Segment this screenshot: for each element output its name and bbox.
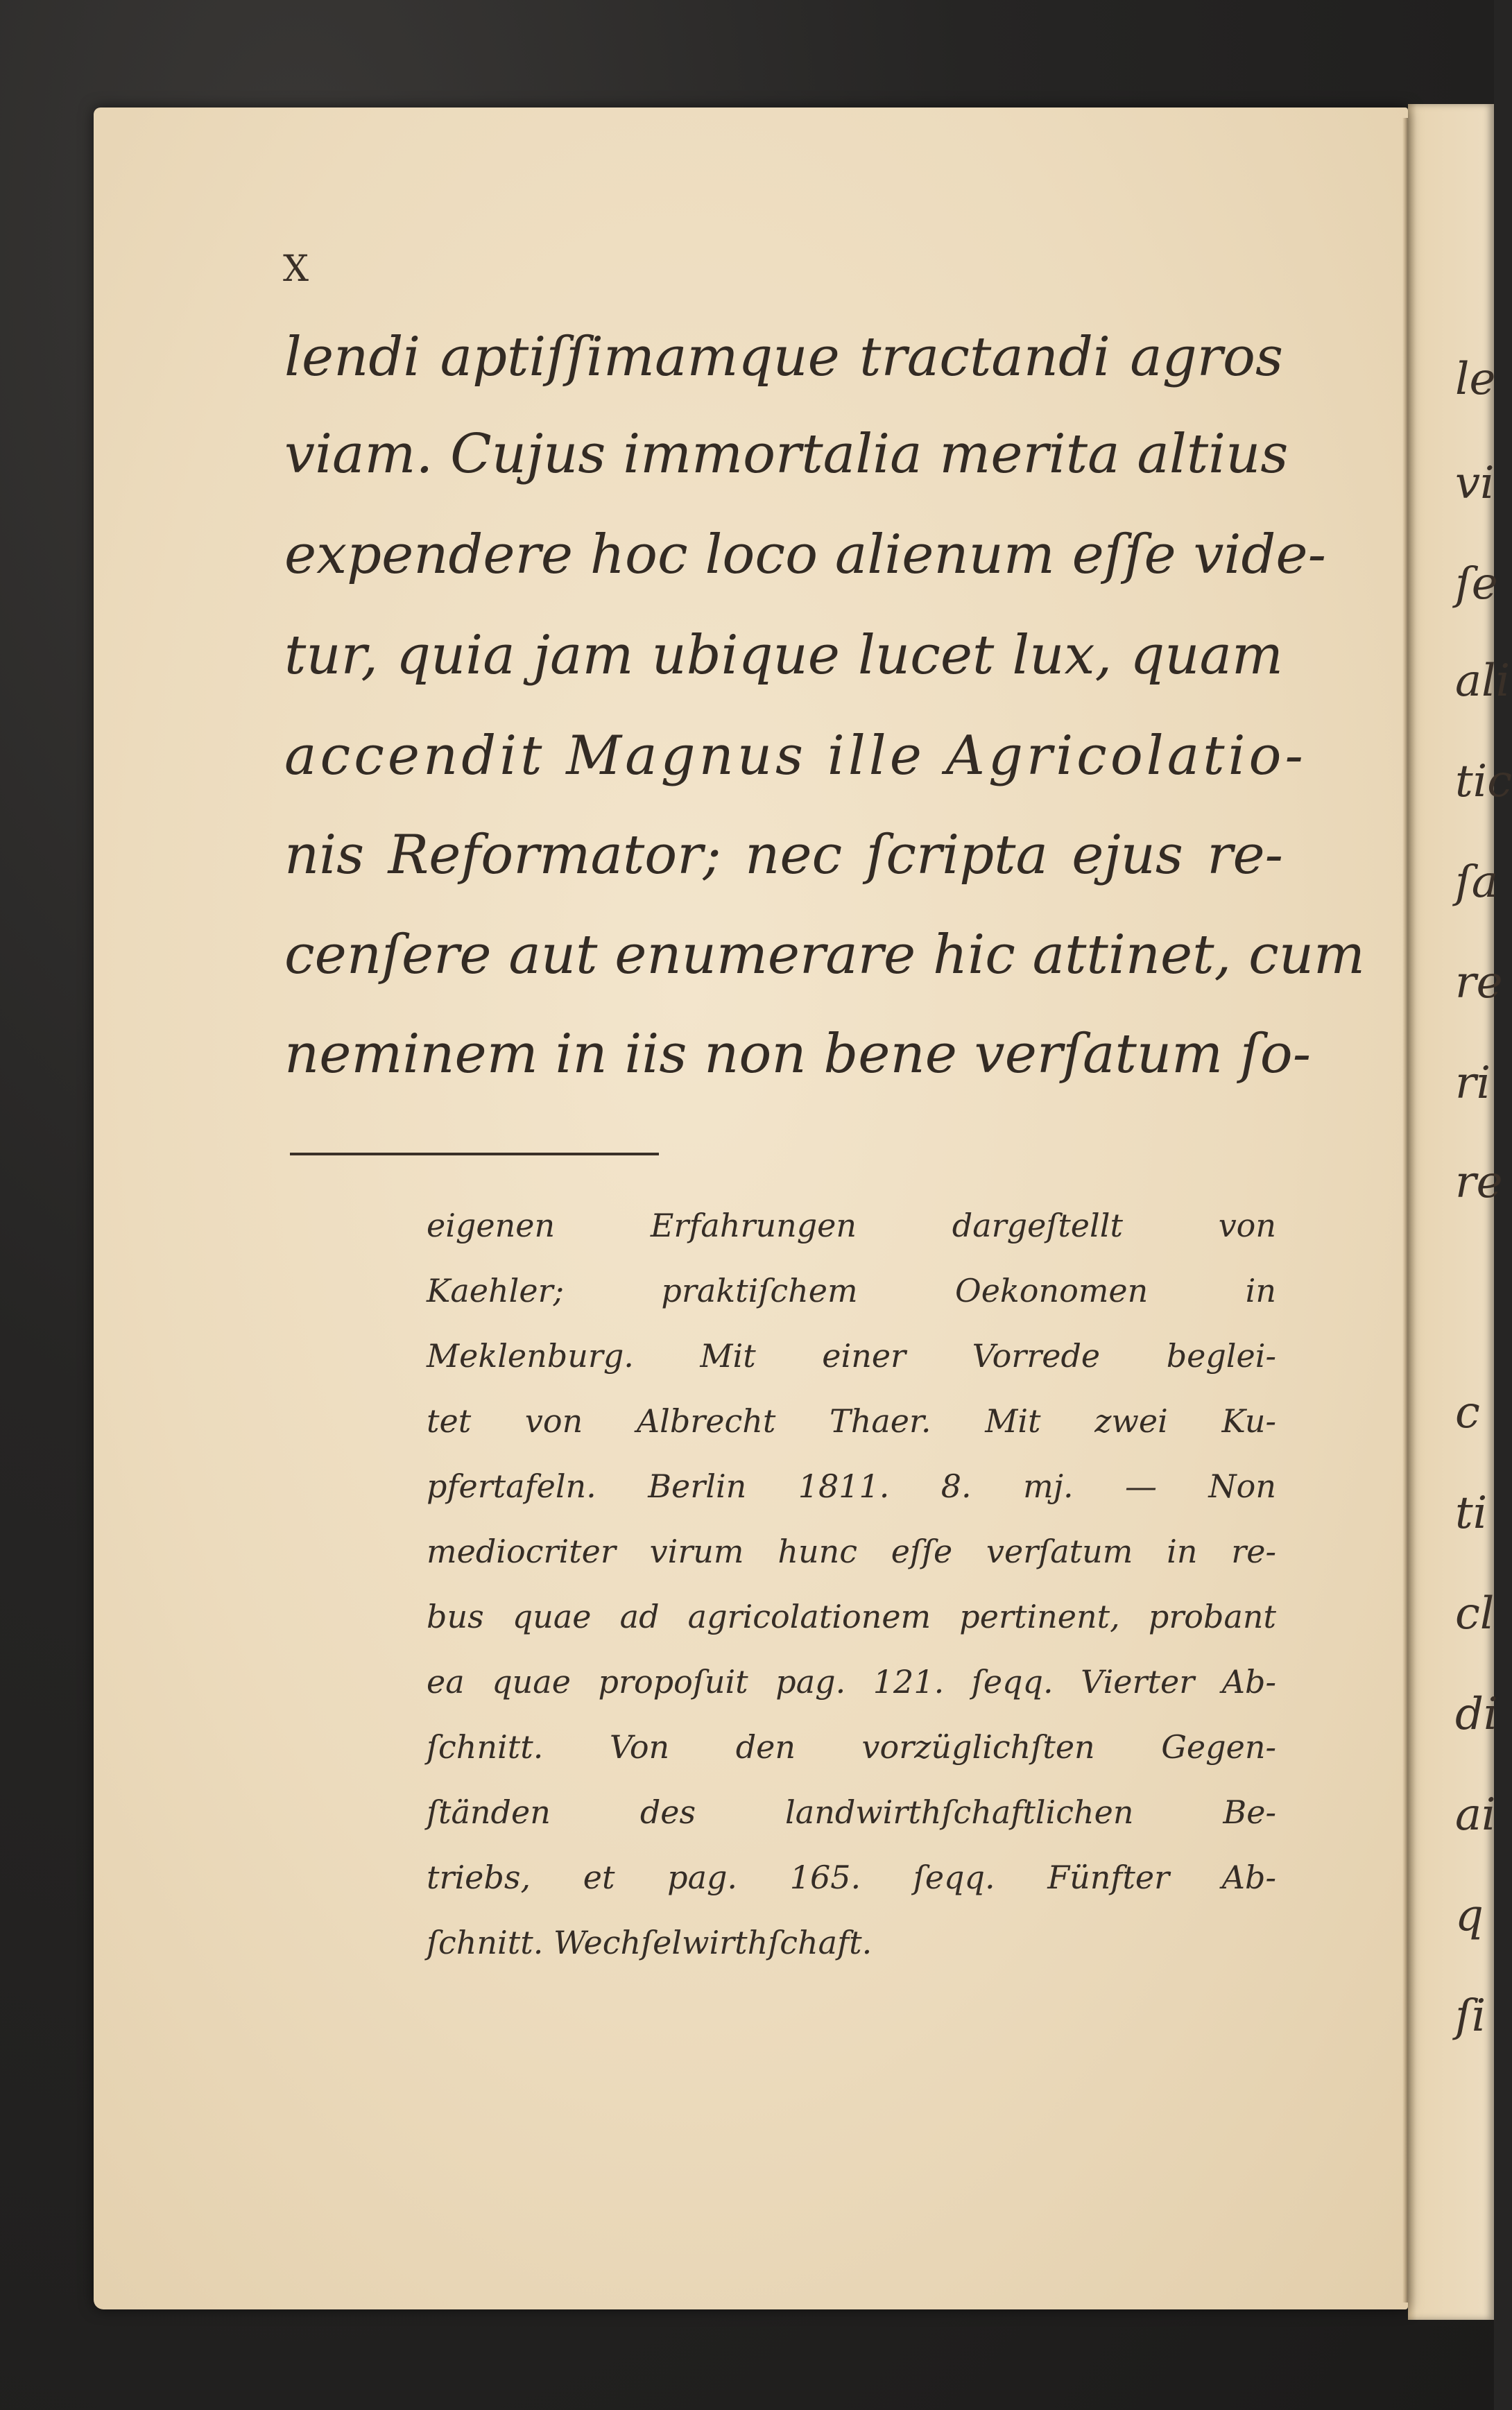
footnote-line: triebs, et pag. 165. ſeqq. Fünfter Ab- bbox=[427, 1859, 1276, 1896]
footnote-line: mediocriter virum hunc eſſe verſatum in re- bbox=[427, 1533, 1276, 1570]
footnote-line: ſchnitt. Wechſelwirthſchaft. bbox=[427, 1924, 873, 1961]
facing-page-fragment: re bbox=[1455, 957, 1503, 1008]
footnote-line: ſchnitt. Von den vorzüglichſten Gegen- bbox=[427, 1728, 1276, 1766]
page-number: X bbox=[283, 248, 309, 290]
body-line: viam. Cujus immortalia merita altius bbox=[284, 423, 1289, 485]
facing-page-fragment: cl bbox=[1455, 1588, 1495, 1639]
footnote-rule bbox=[290, 1153, 659, 1155]
page-gutter bbox=[1402, 118, 1408, 2303]
facing-page-edge bbox=[1408, 104, 1494, 2320]
facing-page-fragment: c bbox=[1455, 1387, 1480, 1438]
footnote-line: tet von Albrecht Thaer. Mit zwei Ku- bbox=[427, 1402, 1276, 1440]
footnote-line: Kaehler; praktiſchem Oekonomen in bbox=[427, 1272, 1276, 1309]
facing-page-fragment: ſa bbox=[1455, 857, 1498, 908]
body-line: expendere hoc loco alienum eſſe vide- bbox=[284, 524, 1326, 586]
facing-page-fragment: ai bbox=[1455, 1789, 1496, 1841]
body-line: cenſere aut enumerare hic attinet, cum bbox=[284, 924, 1366, 986]
facing-page-fragment: le bbox=[1455, 354, 1496, 405]
facing-page-fragment: tic bbox=[1455, 756, 1512, 807]
footnote-line: bus quae ad agricolationem pertinent, probant bbox=[427, 1598, 1276, 1635]
facing-page-fragment: ti bbox=[1455, 1488, 1488, 1539]
facing-page-fragment: ſe bbox=[1455, 558, 1498, 610]
footnote-line: ea quae propoſuit pag. 121. ſeqq. Vierter Ab- bbox=[427, 1663, 1276, 1701]
body-line: nis Reformator; nec ſcripta ejus re- bbox=[284, 824, 1283, 886]
facing-page-fragment: ri bbox=[1455, 1058, 1491, 1109]
facing-page-fragment: di bbox=[1455, 1689, 1498, 1740]
facing-page-fragment: ali bbox=[1455, 655, 1511, 707]
body-line: accendit Magnus ille Agricolatio- bbox=[284, 725, 1307, 787]
body-line: neminem in iis non bene verſatum ſo- bbox=[284, 1023, 1312, 1085]
footnote-line: pfertafeln. Berlin 1811. 8. mj. — Non bbox=[427, 1467, 1276, 1505]
body-line: lendi aptiſſimamque tractandi agros bbox=[284, 326, 1283, 388]
footnote-line: eigenen Erfahrungen dargeſtellt von bbox=[427, 1207, 1276, 1244]
footnote-line: ſtänden des landwirthſchaftlichen Be- bbox=[427, 1793, 1276, 1831]
facing-page-fragment: vi bbox=[1455, 458, 1495, 509]
facing-page-fragment: re bbox=[1455, 1157, 1503, 1208]
body-line: tur, quia jam ubique lucet lux, quam bbox=[284, 624, 1283, 687]
footnote-line: Meklenburg. Mit einer Vorrede beglei- bbox=[427, 1337, 1276, 1375]
facing-page-fragment: ſi bbox=[1455, 1990, 1486, 2042]
facing-page-fragment: q bbox=[1455, 1890, 1484, 1941]
